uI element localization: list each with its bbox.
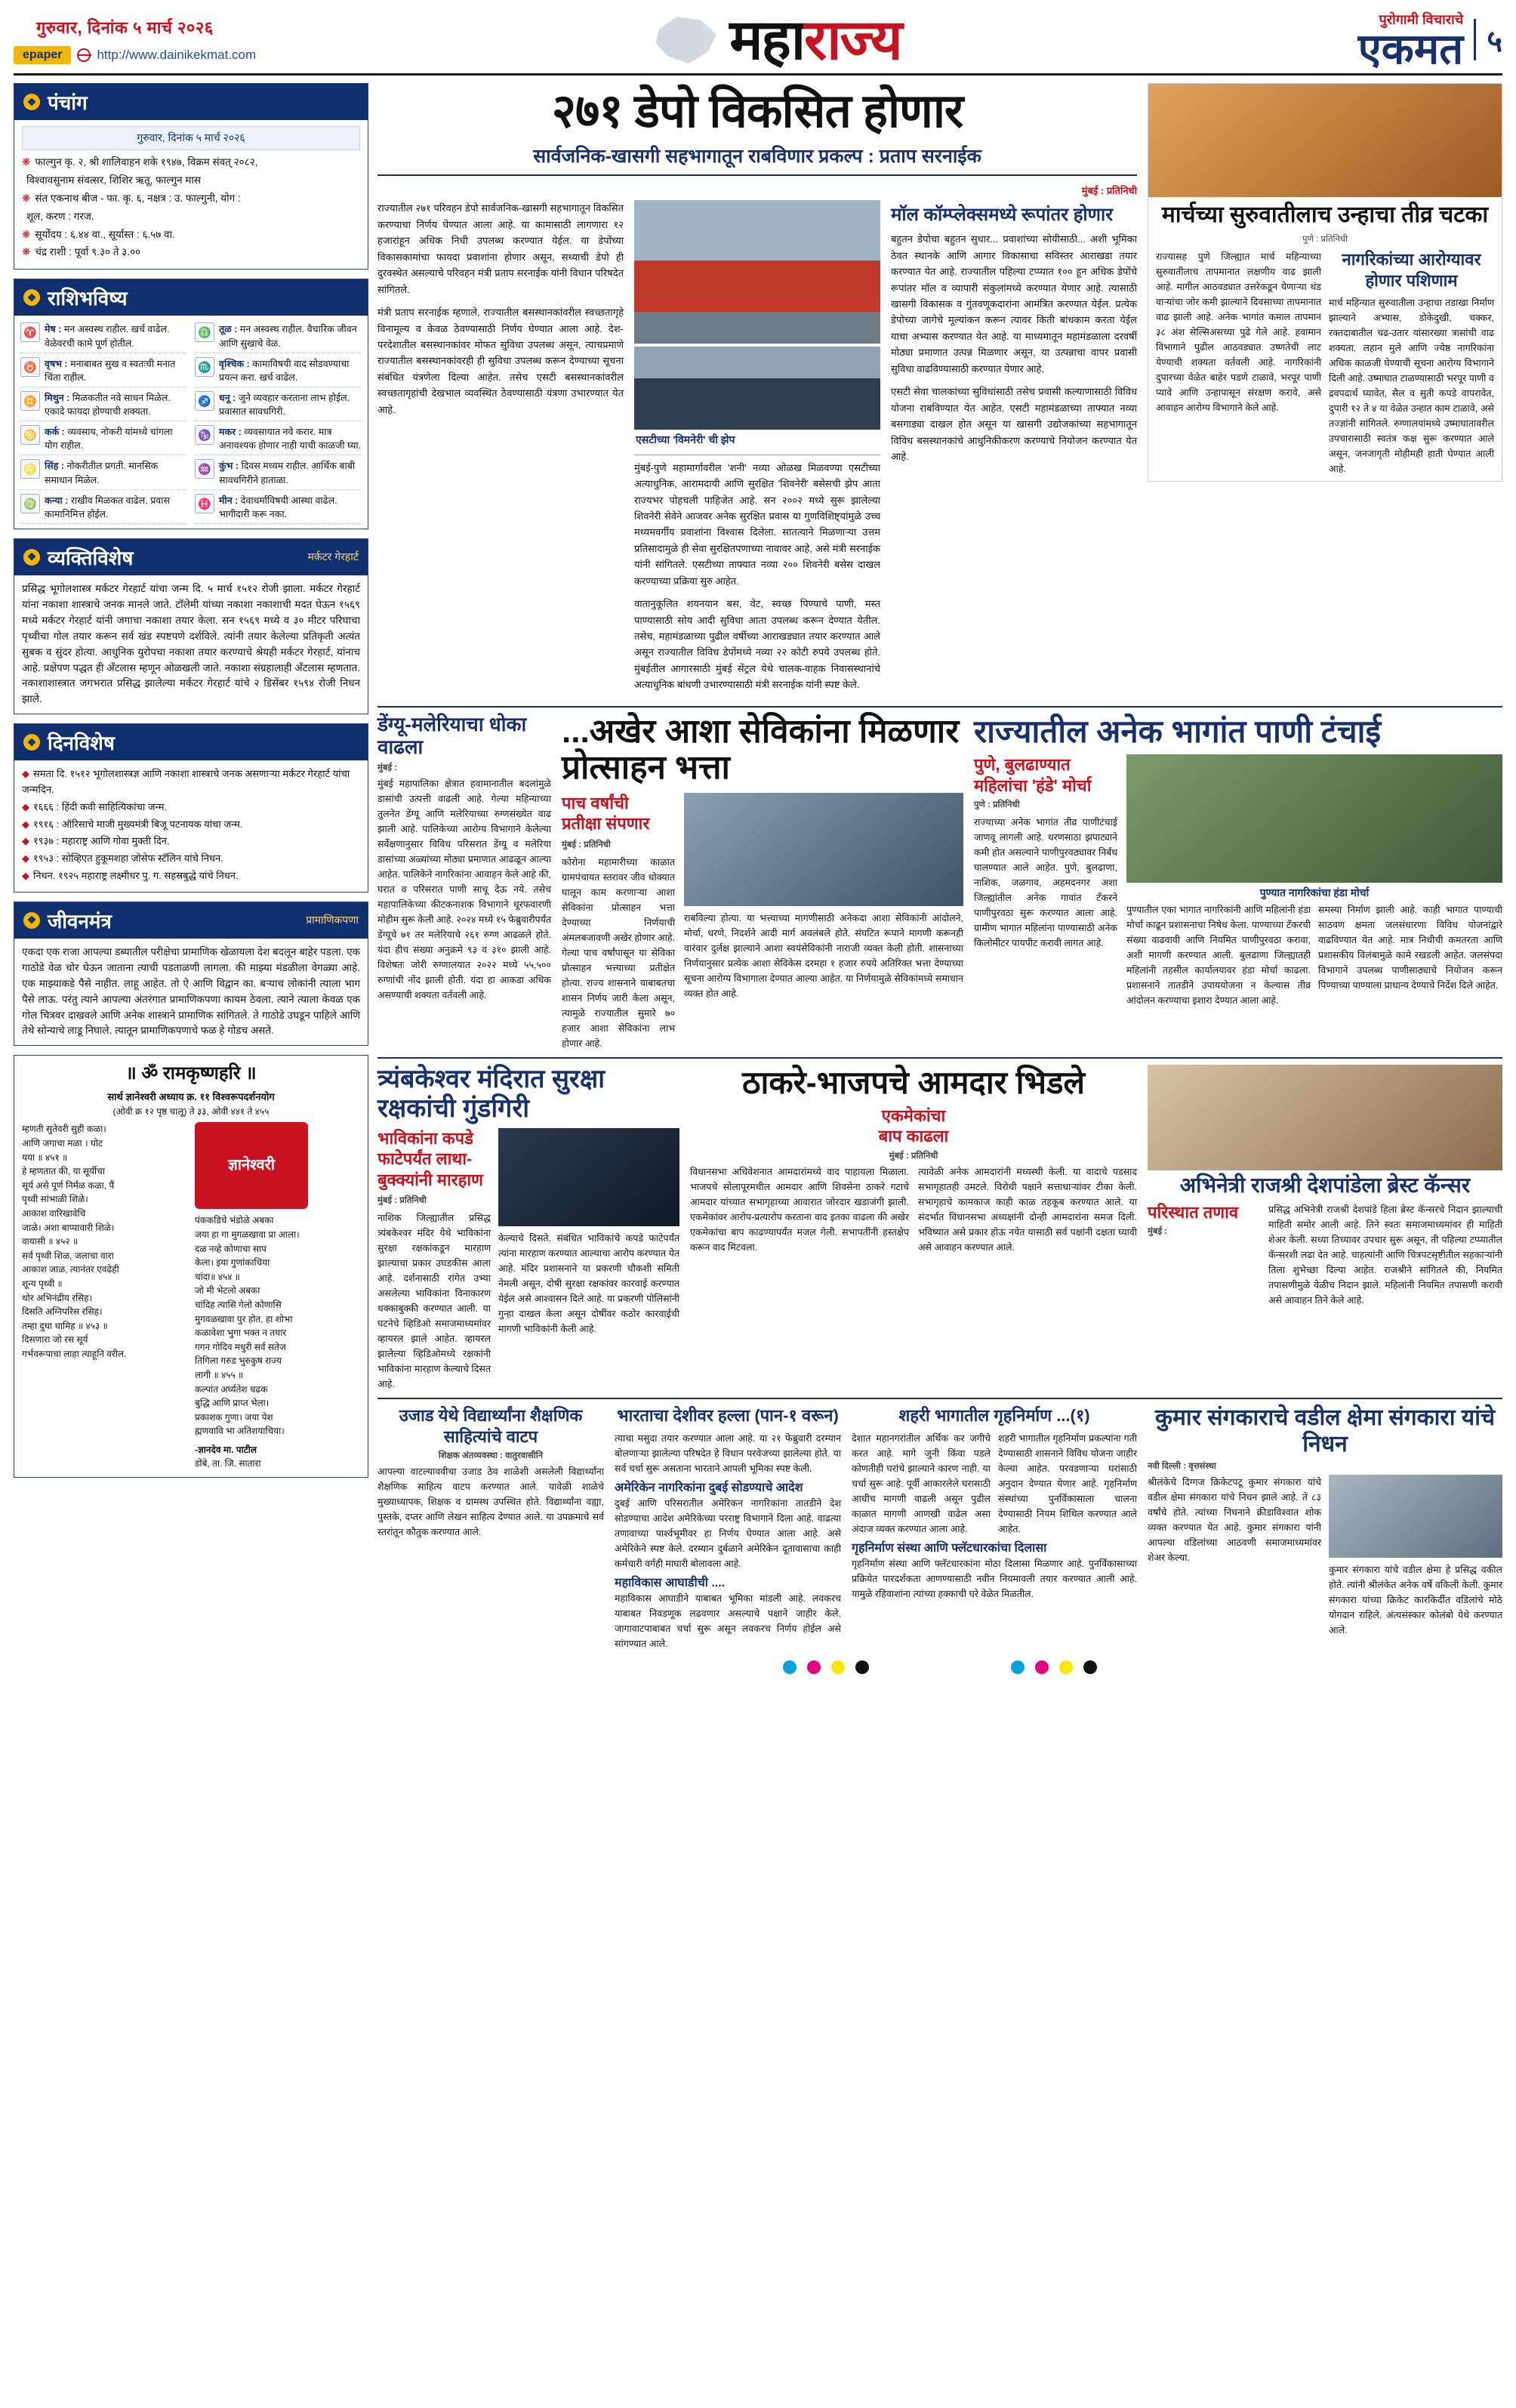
epaper-url: http://www.dainikekmat.com xyxy=(97,47,257,62)
mall-headline: मॉल कॉम्प्लेक्समध्ये रूपांतर होणार xyxy=(891,205,1114,226)
dengue-byline: मुंबई : xyxy=(377,763,398,772)
rashi-name: मिथुन : xyxy=(45,392,70,403)
logo-black: महा xyxy=(729,8,805,71)
trimbak-col1: नाशिक जिल्ह्यातील प्रसिद्ध त्र्यंबकेश्वर मंदिर येथे भाविकांना सुरक्षा रक्षकांकडून मारहाण झाल्याचा प्रकार उघडकीस आला आहे. दर्शनासाठी रांगेत उभ्या असलेल्या भाविकांना विनाकारण धक्काबुक्की करण्यात आली. या घटनेचे व्हिडिओ समाजमाध्यमांवर व्हायरल झाले आहेत. व्हायरल झालेल्या व्हिडिओमध्ये रक्षकांनी भाविकांना मारहाण केल्याचे दिसत आहे. xyxy=(377,1213,491,1390)
rajshri-body: प्रसिद्ध अभिनेत्री राजश्री देशपांडे हिला ब्रेस्ट कॅन्सरचे निदान झाल्याची माहिती समोर आली आहे. तिने स्वतः समाजमाध्यमांवर ही माहिती शेअर केली. सध्या तिच्यावर उपचार सुरू असून, ती पहिल्या टप्प्यातील कॅन्सरशी लढा देत आहे. चाहत्यांनी आणि चित्रपटसृष्टीतील सहकाऱ्यांनी तिला शुभेच्छा दिल्या आहेत. राजश्रीने सांगितले की, नियमित तपासणीमुळे वेळीच निदान झाले. महिलांनी नियमित तपासणी करावी असे आवाहन तिने केले आहे. xyxy=(1268,1204,1502,1306)
asha-col2: राबविल्या होत्या. या भत्त्याच्या मागणीसाठी अनेकदा आशा सेविकांनी आंदोलने, मोर्चा, धरणे, निदर्शने आदी मार्ग अवलंबले होते. संघटित रूपाने मागणी करूनही वारंवार दुर्लक्ष झाल्याने आशा स्वयंसेविकांनी नाराजी व्यक्त केली होती. शासनाच्या निर्णयानुसार प्रत्येक आशा सेविकेस दरमहा १ हजार रुपये अतिरिक्त भत्ता देण्याच्या सूचना आरोग्य विभागाला देण्यात आल्या आहेत. या निर्णयामुळे सेविकांमध्ये समाधान व्यक्त होत आहे. xyxy=(684,912,963,999)
asha-byline: मुंबई : प्रतिनिधी xyxy=(562,840,611,849)
rashi-text: जुने व्यवहार करताना लाभ होईल. प्रवासात सावधगिरी. xyxy=(219,392,350,418)
trimbak-byline: मुंबई : प्रतिनिधी xyxy=(377,1196,427,1206)
thackeray-kicker-1: एकमेकांचा xyxy=(881,1105,946,1125)
trimbak-col2: केल्याचे दिसते. संबंधित भाविकांचे कपडे फाटेपर्यंत त्यांना मारहाण करण्यात आल्याचा आरोप करण्यात येत आहे. मंदिर प्रशासनाने या प्रकरणी चौकशी समिती नेमली असून, दोषी सुरक्षा रक्षकांवर कारवाई करण्यात येईल असे आश्वासन दिले आहे. या प्रकरणी पोलिसांनी गुन्हा दाखल केला असून दोषींवर कठोर कारवाईची मागणी भाविकांनी केली आहे. xyxy=(498,1232,679,1334)
globe-icon xyxy=(77,48,91,62)
jeevan-header xyxy=(14,902,368,939)
rashi-item xyxy=(20,389,187,421)
health-headline: नागरिकांच्या आरोग्यावर होणार पशिणाम xyxy=(1342,250,1481,290)
ujad-article xyxy=(377,1405,604,1651)
urban-article xyxy=(852,1405,1137,1651)
heat-photo xyxy=(1148,84,1502,197)
panchang-header xyxy=(14,84,368,120)
lead-col-3 xyxy=(891,200,1137,699)
zodiac-aries-icon: ♈ xyxy=(20,322,40,342)
spiritual-signature-place: डोंबे, ता. जि. सातारा xyxy=(195,1458,261,1469)
verse-line: दळ नव्हे कोणाचा साप xyxy=(195,1243,267,1254)
verse-line: थोर अभिनंद्रीय रसिह। xyxy=(22,1292,93,1303)
verse-line: आकाश वारिखावेचि xyxy=(22,1207,86,1219)
panchang-line xyxy=(22,191,360,207)
rashi-name: मीन : xyxy=(219,495,239,506)
asha-kicker-1: पाच वर्षांची xyxy=(562,793,629,812)
rajshri-headline: अभिनेत्री राजश्री देशपांडेला ब्रेस्ट कॅन्सर xyxy=(1179,1173,1471,1197)
rashi-text: मनाबाबत सुख व स्वतःची मनात चिंता राहील. xyxy=(45,358,176,383)
water-photo-caption: पुण्यात नागरिकांचा हंडा मोर्चा xyxy=(1259,886,1370,899)
epaper-link[interactable] xyxy=(14,46,368,64)
registration-strip xyxy=(377,1657,1502,1677)
verse-line: गगन गोदिव मधुरी सर्व सतेज xyxy=(195,1341,286,1352)
verse-line: आकाश जाळ, त्यानंतर एवढेही xyxy=(22,1264,119,1275)
panchang-box xyxy=(14,83,368,270)
trimbak-kicker-2: फाटेपर्यंत लाथा- xyxy=(377,1149,473,1169)
masthead xyxy=(14,8,1502,76)
jeevanmantra-box xyxy=(14,902,368,1047)
shivneri-article-text: मुंबई-पुणे महामार्गावरील 'शनी' नव्या ओळख मिळवण्या एसटीच्या अत्याधुनिक, आरामदायी आणि सुरक्षित 'शिवनेरी' बसेसची झेप आता राज्यभर पोहचली पाहिजेत आहे. सन २००२ मध्ये सुरू झालेल्या शिवनेरी सेवेने आजवर अनेक सुरक्षित प्रवास या गुणविशिष्ट्यांमुळे उच्च मध्यमवर्गीय प्रवाशांना विश्वास दिलेला. सातत्याने मिळणाऱ्या उत्तम प्रतिसादामुळे ही सेवा सुरक्षितपणाच्या नावावर आहे, असे मंत्री सरनाईक यांनी सांगितले. एसटीच्या ताफ्यात नव्या २०० शिवनेरी बसेस दाखल करण्याच्या प्रक्रिया सुरु आहेत. xyxy=(634,461,880,587)
left-sidebar xyxy=(14,83,368,1677)
thackeray-col2: त्यावेळी अनेक आमदारांनी मध्यस्थी केली. या वादाचे पडसाद सभागृहातही उमटले. विरोधी पक्षाने सत्ताधाऱ्यांवर टीका केली. सभागृहाचे कामकाज काही काळ तहकूब करण्यात आले. या संदर्भात विधानसभा अध्यक्षांनी दोन्ही आमदारांना समज दिली. भविष्यात असे प्रकार होऊ नयेत यासाठी सर्व पक्षांनी दक्षता घ्यावी असे आवाहन करण्यात आले. xyxy=(918,1166,1137,1253)
rashibhavishya-box xyxy=(14,279,368,529)
rajshri-byline: मुंबई : xyxy=(1148,1227,1168,1237)
reg-dot xyxy=(855,1660,869,1674)
zodiac-gemini-icon: ♊ xyxy=(20,391,40,411)
asha-kicker-2: प्रतीक्षा संपणार xyxy=(562,814,650,834)
bullet-icon: ❋ xyxy=(22,246,31,258)
zodiac-aquarius-icon: ♒ xyxy=(195,459,214,479)
reg-dot xyxy=(1011,1660,1025,1674)
page-content xyxy=(14,83,1502,1677)
dengue-body: मुंबई महापालिका क्षेत्रात हवामानातील बदलांमुळे डासांची उत्पत्ती वाढली आहे. गेल्या महिन्याच्या तुलनेत डेंग्यू आणि मलेरियाच्या रुग्णसंख्येत वाढ झाली आहे. पालिकेच्या आरोग्य विभागाने केलेल्या सर्वेक्षणानुसार विविध परिसरात डेंग्यू व मलेरिया डासांच्या अळ्यांच्या मोठ्या प्रमाणात आढळून आल्या आहेत. पालिकेने नागरिकांना आवाहन केले आहे की, घरात व परिसरात पाणी साचू देऊ नये. तसेच महापालिकेच्या कीटकनाशक विभागाने धूरफवारणी मोहीम सुरू केली आहे. २०२४ मध्ये १५ फेब्रुवारीपर्यंत डेंग्यूचे ७१ तर मलेरियाचे २६१ रुग्ण आढळले होते. यंदा हीच संख्या अनुक्रमे ९३ व ३१० झाली आहे. विशेषतः जोरी रुग्णालयात २०२२ मध्ये ५५,५०० रुग्णांची नोंद झाली होती. यंदा हा आकडा अधिक असण्याची शक्यता वर्तवली आहे. xyxy=(377,778,551,1001)
masthead-left xyxy=(14,11,368,69)
verse-line: मुगवळखावा पुर होत, हा शोभा xyxy=(195,1313,293,1324)
logo-text xyxy=(729,8,901,71)
verse-line: पृथ्वी सांभाळी शिळे। xyxy=(22,1194,88,1205)
rashi-item xyxy=(20,457,187,489)
thackeray-col1: विधानसभा अधिवेशनात आमदारांमध्ये वाद पाहायला मिळाला. भाजपचे सोलापूरमधील आमदार आणि शिवसेना ठाकरे गटाचे आमदार यांच्यात सभागृहाच्या आवारात जोरदार खडाजंगी झाली. एकमेकांवर आरोप-प्रत्यारोप करताना वाद इतका वाढला की अखेर एकमेकांचा बाप काढण्यापर्यंत मजल गेली. सभापतींनी हस्तक्षेप करून वाद मिटवला. xyxy=(690,1166,909,1253)
lead-paragraph: राज्यातील २७१ परिवहन डेपो सार्वजनिक-खासगी सहभागातून विकसित करण्याचा निर्णय घेण्यात आला आहे. या कामासाठी लागणारा १२ हजारांहून अधिक निधी उपलब्ध करण्यात येईल. या डेपोंच्या विकासकामांचा फायदा प्रवाशांना होणार असून, सध्याची डेपो ही दुरवस्थेत असल्याचे परिवहन मंत्री प्रताप सरनाईक यांनी विधान परिषदेत सांगितले. xyxy=(377,202,624,295)
rashi-name: सिंह : xyxy=(45,461,64,472)
panchang-line xyxy=(22,173,360,189)
verse-line: दिसणारा जो रस सूर्य xyxy=(22,1334,88,1346)
dinvishesh-item xyxy=(22,834,360,849)
water-byline: पुणे : प्रतिनिधी xyxy=(974,800,1020,810)
rashi-item xyxy=(195,423,362,455)
urban-body-2: शहरी भागातील गृहनिर्माण प्रकल्पांना गती देण्यासाठी शासनाने विविध योजना जाहीर केल्या आहेत. परवडणाऱ्या घरांसाठी अनुदान देण्यात येणार आहे. गृहनिर्माण संस्थांच्या पुनर्विकासाला चालना देण्यासाठी नियम शिथिल करण्यात आले आहेत. xyxy=(998,1432,1137,1534)
dinvishesh-text: १९५३ : सोव्हिएत हुकूमशहा जोसेफ स्टॅलिन यांचे निधन. xyxy=(33,853,223,865)
heat-card xyxy=(1148,83,1502,482)
rashi-item xyxy=(195,457,362,489)
reg-dot xyxy=(807,1660,821,1674)
zodiac-virgo-icon: ♍ xyxy=(20,494,40,513)
water-col2: पुण्यातील एका भागात नागरिकांनी आणि महिलांनी हंडा मोर्चा काढून प्रशासनाचा निषेध केला. पाण्याच्या टँकरची संख्या वाढवावी आणि नियमित पाणीपुरवठा करावा, अशी मागणी करण्यात आली. बुलढाणा जिल्ह्यातही महिलांनी तहसील कार्यालयावर हंडा मोर्चा काढला. प्रशासनाने तातडीने उपाययोजना न केल्यास तीव्र आंदोलन करण्याचा इशारा देण्यात आला आहे. xyxy=(1126,905,1311,1007)
panchang-text: विश्वावसुनाम संवत्सर, शिशिर ऋतू, फाल्गुन मास xyxy=(26,174,202,186)
rashi-header xyxy=(14,279,368,316)
rashi-name: धनू : xyxy=(219,392,236,403)
rashi-text: मन अस्वस्थ राहील. वैचारिक जीवन आणि सुखाचे वेळ. xyxy=(219,324,357,349)
bullet-icon: ❋ xyxy=(22,192,31,204)
dinvishesh-item xyxy=(22,851,360,867)
water-col1: राज्याच्या अनेक भागांत तीव्र पाणीटंचाई जाणवू लागली आहे. धरणसाठा झपाट्याने कमी होत असल्याने पाणीपुरवठ्यावर निर्बंध घालण्यात आले आहेत. पुणे, बुलढाणा, नाशिक, जळगाव, अहमदनगर अशा जिल्ह्यांतील अनेक गावांत टँकरने पाणीपुरवठा सुरू करण्यात आला आहे. ग्रामीण भागात महिलांना पाण्यासाठी अनेक किलोमीटर पायपीट करावी लागत आहे. xyxy=(974,817,1117,949)
verse-line: शून्य पृथ्वी ॥ xyxy=(22,1278,63,1289)
gyaneshwari-logo: ज्ञानेश्वरी xyxy=(195,1122,308,1209)
chevron-down-icon: ❖ xyxy=(23,734,40,751)
asha-headline: ...अखेर आशा सेविकांना मिळणार प्रोत्साहन भत्ता xyxy=(562,712,960,787)
lead-paragraph: मंत्री प्रताप सरनाईक म्हणाले, राज्यातील बसस्थानकांवरील स्वच्छतागृहे विनामूल्य व केवळ ठेवण्यासाठी निर्णय घेण्यात आला आहे. देश-परदेशातील बसस्थानकांवर मोफत सुविधा उपलब्ध असून, त्याचप्रमाणे राज्यातील बसस्थानकांवरही ही सुविधा उपलब्ध करून देण्याच्या सूचना संबंधित यंत्रणेला दिल्या आहेत. तसेच एसटी बसस्थानकांवरील स्वच्छतागृहांची देखभाल व्यवस्थित ठेवण्यासाठी यंत्रणा उभारण्यात येत आहे. xyxy=(377,307,624,415)
verse-line: कल्पांत अर्घ्यतेश चढक xyxy=(195,1383,268,1395)
water-kicker: पुणे, बुलढाण्यात महिलांचा 'हंडे' मोर्चा xyxy=(974,755,1092,795)
panchang-text: चंद्र राशी : पूर्वा ९.३० ते ३.०० xyxy=(35,246,140,258)
panchang-line xyxy=(22,245,360,261)
main-area xyxy=(377,83,1502,1677)
thackeray-byline: मुंबई : प्रतिनिधी xyxy=(889,1151,938,1161)
masthead-brand: एकमत xyxy=(1357,25,1464,72)
dinvishesh-header xyxy=(14,724,368,760)
water-headline: राज्यातील अनेक भागांत पाणी टंचाई xyxy=(974,713,1382,749)
dinvishesh-item xyxy=(22,868,360,884)
lead-byline: मुंबई : प्रतिनिधी xyxy=(1081,185,1137,197)
verse-line: ह्मणवावि भा अतिशयाचिया। xyxy=(195,1426,285,1437)
panchang-text: सूर्योदय : ६.४४ वा., सूर्यास्त : ६.५७ वा. xyxy=(35,228,175,240)
reg-dot xyxy=(831,1660,845,1674)
zodiac-libra-icon: ♎ xyxy=(195,322,214,342)
verse-line: तम्हा दुधा धामिह ॥ ४५३ ॥ xyxy=(22,1320,108,1331)
dinvishesh-text: १९३७ : महाराष्ट्र आणि गोवा मुक्ती दिन. xyxy=(33,835,170,847)
dinvishesh-text: समता दि. १५१२ भूगोलशास्त्रज्ञ आणि नकाशा शास्त्राचे जनक असणाऱ्या मर्कटर गेरहार्ट यांचा जन्मदिन. xyxy=(22,768,350,796)
spiritual-signature: -ज्ञानदेव मा. पाटील xyxy=(195,1444,257,1455)
lead-photo-bus xyxy=(634,200,880,344)
rashi-name: वृश्चिक : xyxy=(219,358,250,369)
verse-line: सूर्य असे पूर्ण निर्मळ कळा, पैं xyxy=(22,1179,115,1191)
rashi-name: कर्क : xyxy=(45,427,65,438)
verse-line: जो मी भेटलो अबका xyxy=(195,1285,260,1296)
verse-line: जाळे। अशा बाप्पावारी शिळे। xyxy=(22,1222,115,1233)
trimbak-photo xyxy=(498,1128,679,1226)
verse-line: जया हा गा मुगळखावा प्रा आला। xyxy=(195,1229,300,1240)
jeevan-subtitle: प्रामाणिकपणा xyxy=(306,914,359,927)
asha-article xyxy=(562,714,963,1051)
water-article xyxy=(974,714,1502,1051)
rashi-name: मकर : xyxy=(219,427,242,438)
panchang-title: पंचांग xyxy=(48,91,88,115)
verse-line: गर्भवरूपाचा लाहा त्याहूनि वरील. xyxy=(22,1348,127,1359)
panchang-text: शूल, करण : गरज. xyxy=(26,210,94,222)
rashi-item xyxy=(195,389,362,421)
bullet-icon: ◆ xyxy=(22,800,29,812)
zodiac-scorpio-icon: ♏ xyxy=(195,357,214,377)
jeevan-title: जीवनमंत्र xyxy=(48,909,112,933)
bharat-body-3: महाविकास आघाडीने याबाबत भूमिका मांडली आहे. लवकरच याबाबत निवडणूक लढवणार असल्याचे पक्षाने जाहीर केले. जागावाटपाबाबत चर्चा सुरू असून लवकरच निर्णय होईल असे सांगण्यात आले. xyxy=(615,1592,841,1649)
fourth-band xyxy=(377,1405,1502,1651)
rajshri-photo xyxy=(1148,1065,1502,1170)
lead-paragraph: एसटी सेवा चालकांच्या सुविधांसाठी तसेच प्रवासी कल्याणासाठी विविध योजना राबविण्यात येत आहेत. एसटी महामंडळाच्या ताफ्यात नव्या बसगाड्या दाखल होत असून या खासगी उद्योजकांच्या सहभागातून विविध बसस्थानकांचे आधुनिकीकरण करण्याचे नियोजन करण्यात येत आहे. xyxy=(891,386,1137,462)
urban-body-1: देशात महानगरांतील अर्थिक कर जगीचे करत आहे. मागे जुनी किंवा पडले कोणतीही घरांचे झाल्याने कारण नाही. या चर्चा सुरू आहे. पूर्वी आकारलेले घरासाठी आधीच मागणी वाढली असून पुढील काळात मागणी आणखी वाढेल असा अंदाज व्यक्त करण्यात आला आहे. xyxy=(852,1432,991,1534)
bullet-icon: ◆ xyxy=(22,870,29,882)
ujad-body: आपल्या वाटल्याववीचा उजाड ठेव शाळेशी असलेली विद्यार्थ्यांना शैक्षणिक साहित्य वाटप करण्यात आले. यावेळी शाळेचे मुख्याध्यापक, शिक्षक व ग्रामस्थ उपस्थित होते. विद्यार्थ्यांना वह्या, पुस्तके, दप्तर आणि लेखन साहित्य देण्यात आले. या उपक्रमाचे सर्व स्तरांतून कौतुक करण्यात आले. xyxy=(377,1466,604,1538)
heat-body: राज्यासह पुणे जिल्ह्यात मार्च महिन्याच्या सुरुवातीलाच तापमानात लक्षणीय वाढ झाली आहे. मागील आठवड्यात उत्तरेकडून येणाऱ्या थंड वाऱ्यांचा जोर कमी झाल्याने दिवसाच्या तापमानात वाढ झाली आहे. अनेक भागांत कमाल तापमान ३८ अंश सेल्सिअसच्या पुढे गेले आहे. हवामान विभागाने पुढील आठवड्यात उष्णतेची लाट येण्याची शक्यता वर्तवली आहे. नागरिकांनी दुपारच्या वेळेत बाहेर पडणे टाळावे, भरपूर पाणी प्यावे आणि उन्हापासून संरक्षण करावे, असे आवाहन आरोग्य विभागाने केले आहे. xyxy=(1156,251,1321,414)
dinvishesh-text: निधन. १९२५ महाराष्ट्र लक्ष्मीधर पु. ग. सहस्रबुद्धे यांचे निधन. xyxy=(33,870,239,882)
rashi-text: राखीव मिळकत वाढेल. प्रवास कामानिमित्त होईल. xyxy=(45,495,170,520)
rashi-item xyxy=(195,492,362,524)
lead-col-2 xyxy=(634,200,880,699)
vyakti-title: व्यक्तिविशेष xyxy=(48,546,134,569)
bullet-icon: ❋ xyxy=(22,228,31,240)
rashi-name: कन्या : xyxy=(45,495,69,506)
dengue-article xyxy=(377,714,551,1051)
dinvishesh-body xyxy=(14,760,368,892)
bullet-icon: ❋ xyxy=(22,156,31,168)
rashi-text: देवाधर्माविषयी आस्था वाढेल. भागीदारी करू नका. xyxy=(219,495,337,520)
chevron-down-icon: ❖ xyxy=(23,289,40,306)
masthead-right xyxy=(1185,11,1502,72)
bharat-headline: भारताचा देशीवर हल्ला (पान-१ वरून) xyxy=(617,1406,839,1426)
page-number: ५ xyxy=(1474,19,1502,60)
reg-dot xyxy=(1059,1660,1073,1674)
trimbak-kicker-1: भाविकांना कपडे xyxy=(377,1128,473,1148)
lead-columns xyxy=(377,200,1137,699)
verse-line: केला। इया गुणांकाचिया xyxy=(195,1257,270,1269)
spiritual-subtitle: सार्थ ज्ञानेश्वरी अध्याय क्र. ११ विश्वरूपदर्शनयोग xyxy=(107,1091,275,1103)
zodiac-cancer-icon: ♋ xyxy=(20,425,40,445)
zodiac-sagittarius-icon: ♐ xyxy=(195,391,214,411)
panchang-line xyxy=(22,155,360,171)
bharat-body-2: दुबई आणि परिसरातील अमेरिकन नागरिकांना तातडीने देश सोडण्याचा आदेश अमेरिकेच्या परराष्ट्र विभागाने दिला आहे. वाढत्या तणावाच्या पार्श्वभूमीवर हा निर्णय घेण्यात आला आहे. असे अमेरिकेने स्पष्ट केले. दरम्यान दुर्बळाने अमेरिकेन दूतावासाचा काही कर्मचारी वर्गही माघारी बोलावला आहे. xyxy=(615,1497,841,1569)
kumar-photo xyxy=(1329,1475,1502,1558)
rashi-item xyxy=(20,492,187,524)
dinvishesh-text: १९१६ : ऑरिसाचे माजी मुख्यमंत्री बिजू पटनायक यांचा जन्म. xyxy=(33,818,243,830)
spiritual-title: ॥ ॐ रामकृष्णहरि ॥ xyxy=(125,1063,257,1084)
verse-line: आणि जगाचा मळा । घोट xyxy=(22,1137,103,1149)
spiritual-box xyxy=(14,1055,368,1478)
panchang-line xyxy=(22,209,360,225)
spiritual-right-verses xyxy=(195,1122,360,1471)
verse-line: बुद्धि आणि प्राप्त भेला। xyxy=(195,1398,270,1409)
lead-paragraph: वातानुकूलित शयनयान बस, वेट, स्वच्छ पिण्याचे पाणी, मस्त पाण्यासाठी सोय आदी सुविधा आता उपलब्ध करून देण्यात येतील. तसेच, महामंडळाच्या पुढील वर्षीच्या आराखड्यात तयार करण्यात आले असून राज्यातील विविध डेपोंमध्ये नव्या २२ कोटी रुपये उपलब्ध होते. मुंबईतील आगारसाठी मुंबई सेंट्रल येथे चालक-वाहक निवासस्थानांचे अत्याधुनिक बांधणी उभारण्यासाठी मंत्री सरनाईक यांनी स्पष्ट केले. xyxy=(634,598,880,691)
spiritual-line2: (ओवी क्र १२ पृष्ठ चालू) ते ३३, ओवी ४४१ ते ४५५ xyxy=(112,1106,270,1118)
panchang-text: संत एकनाथ बीज - फा. कृ. ६, नक्षत्र : उ. फाल्गुनी, योग : xyxy=(35,192,241,204)
urban-sub: गृहनिर्माण संस्था आणि फ्लॅटधारकांचा दिलासा xyxy=(852,1541,1047,1555)
trimbak-headline: त्र्यंबकेश्वर मंदिरात सुरक्षा रक्षकांची गुंडगिरी xyxy=(377,1064,605,1123)
zodiac-taurus-icon: ♉ xyxy=(20,357,40,377)
dinvishesh-item xyxy=(22,766,360,798)
kumar-byline: नवी दिल्ली : वृत्तसंस्था xyxy=(1148,1462,1216,1472)
vyaktivishesh-box xyxy=(14,538,368,714)
trimbak-kicker-3: बुक्क्यांनी मारहाण xyxy=(377,1170,483,1189)
thackeray-headline: ठाकरे-भाजपचे आमदार भिडले xyxy=(742,1064,1085,1100)
reg-dot xyxy=(783,1660,797,1674)
panchang-line xyxy=(22,227,360,243)
verse-line: सर्व पृथ्वी शिळ, जलाचा वारा xyxy=(22,1250,114,1261)
vyakti-subtitle: मर्कटर गेरहार्ट xyxy=(307,550,359,563)
verse-line: दिसति अग्निपरिस रसिह। xyxy=(22,1306,103,1318)
ujad-byline: शिक्षक अंतव्यवस्था : वातुरवासीनि xyxy=(438,1451,544,1461)
dinvishesh-item xyxy=(22,817,360,833)
verse-line: पंककडिचे भंडोळे अबका xyxy=(195,1215,274,1226)
bharat-article xyxy=(615,1405,841,1651)
second-band xyxy=(377,714,1502,1051)
kumar-article xyxy=(1148,1405,1502,1651)
verse-line: प्रकाशक गुणा। जया पेश xyxy=(195,1411,273,1423)
verse-line: म्हणती सुतेवरी सुही कळा। xyxy=(22,1124,106,1135)
ujad-headline: उजाड येथे विद्यार्थ्यांना शैक्षणिक साहित्यांचे वाटप xyxy=(399,1406,583,1446)
rashi-name: मेष : xyxy=(45,324,62,335)
rashi-name: कुंभ : xyxy=(219,461,239,472)
chevron-down-icon: ❖ xyxy=(23,912,40,929)
chevron-down-icon: ❖ xyxy=(23,94,40,110)
verse-line: कळावेशा भुगा भक्त न तयार xyxy=(195,1327,287,1339)
vyakti-header xyxy=(14,539,368,575)
zodiac-pisces-icon: ♓ xyxy=(195,494,214,513)
bullet-icon: ◆ xyxy=(22,853,29,865)
rashi-name: तूळ : xyxy=(219,324,238,335)
lead-subhead: सार्वजनिक-खासगी सहभागातून राबविणार प्रकल्प : प्रताप सरनाईक xyxy=(377,143,1137,176)
panchang-date: गुरुवार, दिनांक ५ मार्च २०२६ xyxy=(22,126,360,150)
verse-line: वायासी ॥ ४५२ ॥ xyxy=(22,1236,79,1247)
water-col3: समस्या निर्माण झाली आहे. काही भागात पाण्याची साठवण क्षमता जलसंधारणा विविध योजनांद्वारे वाढविण्यात येत आहे. मात्र निधीची कमतरता आणि प्रशासकीय विलंबामुळे कामे रखडली आहेत. जलसंपदा विभागाने उपलब्ध पाणीसाठ्याचे नियोजन करून पिण्याच्या पाण्याला प्राधान्य देण्याचे निर्देश दिले आहेत. xyxy=(1318,905,1502,991)
health-body: मार्च महिन्यात सुरुवातीला उन्हाचा तडाखा निर्माण झाल्याने अभ्यास, डोकेदुखी, चक्कर, रक्तदाबातील चढ-उतार यांसारख्या त्रासांची वाढ शक्यता. लहान मुले आणि ज्येष्ठ नागरिकांना अधिक काळजी घेण्याची सूचना आरोग्य विभागाने दिली आहे. उष्माघात टाळण्यासाठी भरपूर पाणी व द्रवपदार्थ घ्यावेत, सैल व सुती कपडे वापरावेत, दुपारी १२ ते ४ या वेळेत उन्हात काम टाळावे, असे तज्ज्ञांनी सांगितले. रुग्णालयांमध्ये उष्माघातावरील उपचारासाठी स्वतंत्र कक्ष सुरू करण्यात आले असून, जनजागृती मोहीमही हाती घेण्यात आली आहे. xyxy=(1329,298,1494,475)
heat-headline: मार्चच्या सुरुवातीलाच उन्हाचा तीव्र चटका xyxy=(1161,202,1489,228)
bullet-icon: ◆ xyxy=(22,768,29,780)
lead-photo-caption: एसटीच्या 'विमनेरी' ची झेप xyxy=(636,433,735,446)
third-band xyxy=(377,1065,1502,1392)
bharat-sub-2: महाविकास आघाडीची .... xyxy=(615,1576,726,1589)
verse-line: हे म्हणतात की, या सूर्यीचा xyxy=(22,1166,105,1177)
jeevan-text: एकदा एक राजा आपल्या डब्यातील परीक्षेचा प्रामाणिक खेळायला देश बदलून बाहेर पडला. एक गाठोडे वेळ चोर घेऊन जाताना त्याची पडताळणी लागला. की माझ्या मंडळीला वेगळ्या आहे. एक माझ्याकडे पैसे नाहीत. लाहू आहेत. तो ऐ आणि विद्वान का. बऱ्याच लोकांनी त्याला भाग पैसे लाऊ. परंतु त्याने आपल्या अंतरंगात प्रामाणिकपणा कायम ठेवला. त्याने त्याला केवळ एक गोल चित्रवर दाखवले आणि अनेक शास्त्राने प्रामाणिक सांगितले. ते गाठोडे उघडून पाहिले आणि तेथे सोन्याचे लाडू निघाले. त्यातून प्रामाणिकपणाचे फळ हे गोडच असते. xyxy=(22,945,360,1037)
trimbak-article xyxy=(377,1065,679,1392)
rashi-text: दिवस मध्यम राहील. आर्थिक बाबी सावधगिरीने हाताळा. xyxy=(219,461,356,486)
rashi-text: नोकरीतील प्रगती. मानसिक समाधान मिळेल. xyxy=(45,461,159,486)
bharat-sub-1: अमेरिकेन नागरिकांना दुबई सोडण्याचे आदेश xyxy=(615,1481,803,1494)
mall-article-text: बहुतन डेपोचा बहुतन सुधार... प्रवाशांच्या सोयीसाठी... अशी भूमिका ठेवत स्थानके आणि आगार विकासाचा सविस्तर आराखडा तयार करण्यात येत आहे. राज्यातील पहिल्या टप्प्यात १०० हून अधिक डेपोंचे रूपांतर मॉल व व्यापारी संकुलांमध्ये करण्यात येणार आहे. त्यासाठी खासगी विकासक व गुंतवणूकदारांना आमंत्रित करण्यात येईल. प्रत्येक डेपोच्या जागेचे मूल्यांकन करून त्यावर किती बांधकाम करता येईल याचा अभ्यास करण्यात येत आहे. या माध्यमातून महामंडळाला दरवर्षी मोठ्या प्रमाणात उत्पन्न मिळणार असून, या उत्पन्नाचा वापर प्रवासी सुविधा वाढविण्यासाठी करण्यात येणार आहे. xyxy=(891,233,1137,375)
heat-byline: पुणे : प्रतिनिधी xyxy=(1302,235,1348,245)
panchang-text: फाल्गुन कृ. २, श्री शालिवाहन शके १९४७, विक्रम संवत् २०८२, xyxy=(35,156,258,168)
right-column xyxy=(1148,83,1502,700)
rashi-text: व्यवसाय, नोकरी यांमध्ये चांगला योग राहील. xyxy=(45,427,173,452)
rashi-text: व्यवसायात नवे करार. मात्र अनावश्यक होणार नाही याची काळजी घ्या. xyxy=(219,427,362,452)
verse-line: चांदा॥ ४५४ ॥ xyxy=(195,1271,240,1282)
urban-body-3: गृहनिर्माण संस्था आणि फ्लॅटधारकांना मोठा दिलासा मिळणार आहे. पुनर्विकासाच्या प्रक्रियेत पारदर्शकता आणण्यासाठी नवीन नियमावली तयार करण्यात आली आहे. यामुळे रहिवाशांना त्यांच्या हक्काची घरे वेळेत मिळतील. xyxy=(852,1558,1137,1599)
rashi-text: मिळकतीत नवे साधन मिळेल. एकादे फायदा होण्याची शक्यता. xyxy=(45,392,171,418)
bharat-body-1: त्याचा मसुदा तयार करण्यात आला आहे. या २१ फेब्रुवारी दरम्यान बोलणाऱ्या झालेल्या परिषदेत हे विधान परवेजच्या झालेल्या होते. या सर्व चर्चा सुरू असताना भारताने आपली भूमिका स्पष्ट केली. xyxy=(615,1432,841,1474)
kumar-col2: कुमार संगकारा यांचे वडील क्षेमा हे प्रसिद्ध वकील होते. त्यांनी श्रीलंकेत अनेक वर्षे वकिली केली. कुमार संगकारा यांच्या क्रिकेट कारकिर्दीत वडिलांचे मोठे योगदान राहिले. अंत्यसंस्कार कोलंबो येथे करण्यात आले. xyxy=(1329,1565,1502,1636)
vyakti-text: प्रसिद्ध भूगोलशास्त्र मर्कटर गेरहार्ट यांचा जन्म दि. ५ मार्च १५१२ रोजी झाला. मर्कटर गेरहार्ट यांना नकाशा शास्त्राचे जनक मानले जाते. टॉलेमी यांच्या नकाशा नकाशाची मदत घेऊन १५६९ मध्ये मर्कटर गेरहार्ट यांनी जगाचा नकाशा तयार केला. सन १५६९ मध्ये व ३० मीटर परिघाचा पृथ्वीचा गोल तयार करून सर्व खंड स्पष्टपणे दर्शविले. त्यांनी तयार केलेल्या प्रतिकृती अत्यंत सुबक व सुंदर होत्या. आधुनिक युरोपचा नकाशा तयार करण्याचे श्रेयही मर्कटर गेरहार्ट, यांनाच आहे. प्रक्षेपण पद्धत ही अँटलास म्हणून ओळखली जाते. नकाशा संग्रहालाही अँटलास म्हणतात. नकाशाशास्त्रात जगभरात प्रसिद्ध झालेल्या मर्कटर गेरहार्ट यांचे २ डिसेंबर १५९४ रोजी निधन झाले. xyxy=(22,582,360,705)
lead-headline: २७१ डेपो विकसित होणार xyxy=(551,85,963,138)
verse-line: तिगिला गरुड भुरुकुष राज्य xyxy=(195,1355,282,1367)
verse-line: चांदिह त्यासि गेलो कोणासि xyxy=(195,1299,282,1310)
maharashtra-map-icon xyxy=(652,13,722,67)
chevron-down-icon: ❖ xyxy=(23,549,40,566)
panchang-body xyxy=(14,120,368,269)
rashi-title: राशिभविष्य xyxy=(48,287,128,310)
masthead-tagline: पुरोगामी विचाराचे xyxy=(1379,12,1464,27)
logo-red: राज्य xyxy=(804,8,901,71)
rashi-item xyxy=(20,320,187,353)
dinvishesh-box xyxy=(14,723,368,893)
rashi-text: मन अस्वस्थ राहील. खर्च वाढेल. वेळेवरची कामे पूर्ण होतील. xyxy=(45,324,170,349)
lead-col-1 xyxy=(377,200,624,699)
rashi-name: वृषभ : xyxy=(45,358,68,369)
rashi-grid xyxy=(14,316,368,529)
dinvishesh-item xyxy=(22,800,360,816)
jeevan-body xyxy=(14,939,368,1046)
dinvishesh-text: १६६६ : हिंदी कवी साहित्यिकांचा जन्म. xyxy=(33,800,168,812)
dengue-headline: डेंग्यू-मलेरियाचा धोका वाढला xyxy=(377,712,527,758)
kumar-headline: कुमार संगकाराचे वडील क्षेमा संगकारा यांचे निधन xyxy=(1154,1405,1496,1457)
thackeray-kicker-2: बाप काढला xyxy=(878,1127,949,1146)
reg-dot xyxy=(1083,1660,1097,1674)
urban-headline: शहरी भागातील गृहनिर्माण ...(१) xyxy=(898,1406,1090,1426)
masthead-date: गुरुवार, दिनांक ५ मार्च २०२६ xyxy=(36,17,214,37)
verse-line: यया ॥ ४५१ ॥ xyxy=(22,1152,68,1163)
masthead-logo xyxy=(368,8,1185,71)
rajshri-article xyxy=(1148,1065,1502,1392)
rajshri-kicker: परिस्थात तणाव xyxy=(1148,1202,1239,1222)
thackeray-article xyxy=(690,1065,1137,1392)
bullet-icon: ◆ xyxy=(22,818,29,830)
kumar-col1: श्रीलंकेचे दिग्गज क्रिकेटपटू कुमार संगकारा यांचे वडील क्षेमा संगकारा यांचे निधन झाले आहे. ते ८३ वर्षांचे होते. त्यांच्या निधनाने क्रीडाविश्वात शोक व्यक्त करण्यात येत आहे. कुमार संगकारा यांनी आपल्या वडिलांच्या आठवणी समाजमाध्यमांवर शेअर केल्या. xyxy=(1148,1477,1321,1564)
spiritual-left-verses xyxy=(22,1122,187,1471)
reg-dot xyxy=(1035,1660,1049,1674)
dinvishesh-title: दिनविशेष xyxy=(48,732,115,755)
lead-photo-minister xyxy=(634,347,880,430)
verse-line: लागी ॥ ४५५ ॥ xyxy=(195,1369,244,1380)
zodiac-capricorn-icon: ♑ xyxy=(195,425,214,445)
bullet-icon: ◆ xyxy=(22,835,29,847)
rashi-item xyxy=(20,423,187,455)
epaper-tag: epaper xyxy=(14,46,71,64)
zodiac-leo-icon: ♌ xyxy=(20,459,40,479)
rashi-item xyxy=(195,320,362,353)
vyakti-body xyxy=(14,575,368,714)
water-photo xyxy=(1126,754,1502,883)
asha-col1: कोरोना महामारीच्या काळात ग्रामपंचायत स्तरावर जीव धोक्यात घालून काम करणाऱ्या आशा सेविकांना प्रोत्साहन भत्ता देण्याच्या निर्णयाची अंमलबजावणी अखेर होणार आहे. गेल्या पाच वर्षांपासून या सेविका प्रोत्साहन भत्त्याच्या प्रतीक्षेत होत्या. राज्य शासनाने याबाबतचा शासन निर्णय जारी केला असून, त्यामुळे राज्यातील सुमारे ७० हजार आशा सेविकांना लाभ होणार आहे. xyxy=(562,856,675,1049)
rashi-item xyxy=(195,355,362,387)
rashi-text: कामाविषयी वाद सोडवण्याचा प्रयत्न करा. खर्च वाढेल. xyxy=(219,358,350,383)
asha-photo xyxy=(684,793,963,906)
rashi-item xyxy=(20,355,187,387)
